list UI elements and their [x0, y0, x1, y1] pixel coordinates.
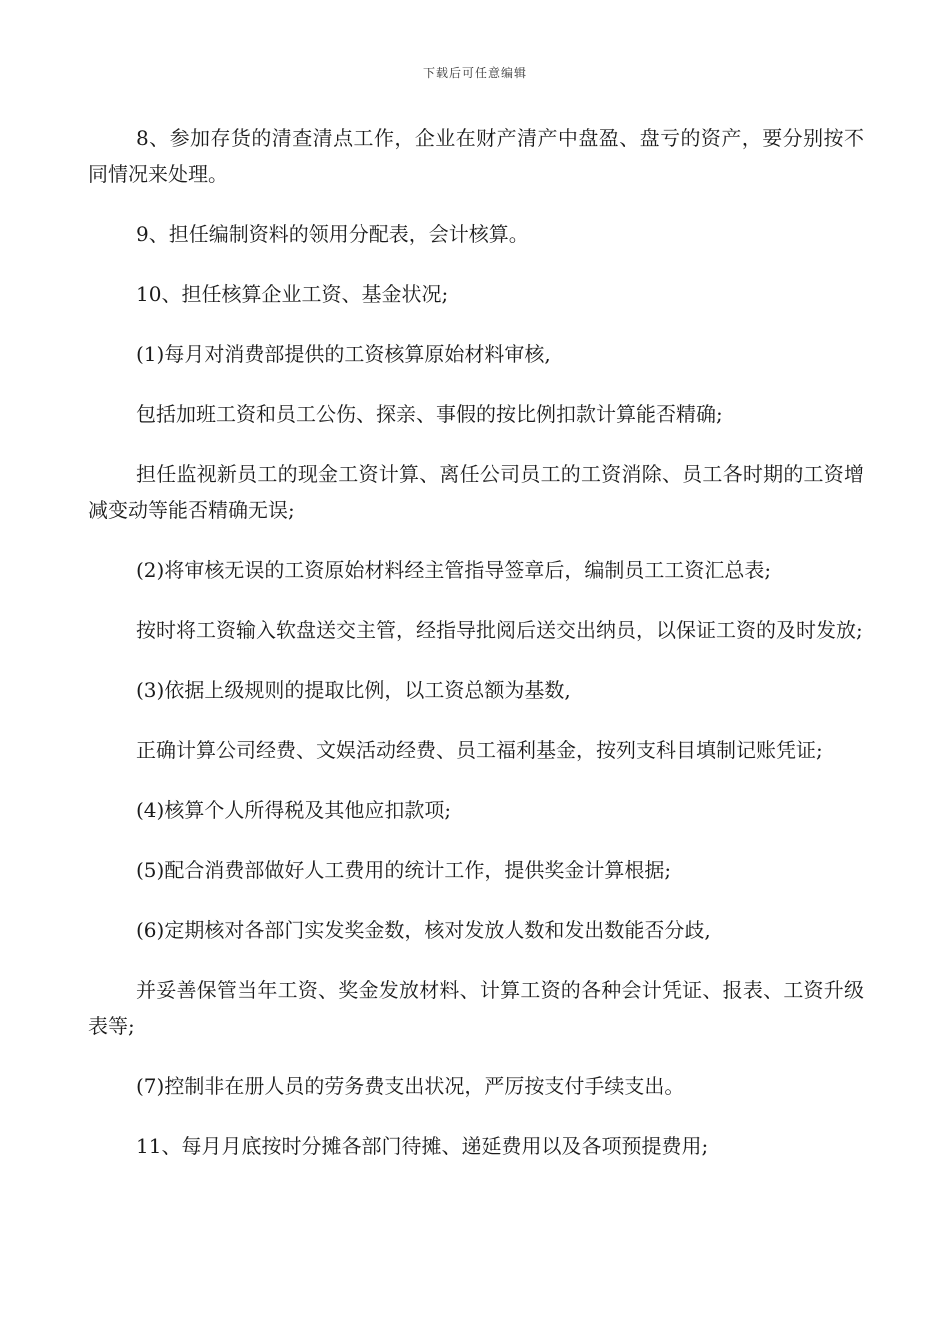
- paragraph-item-11: 11、每月月底按时分摊各部门待摊、递延费用以及各项预提费用;: [136, 1134, 709, 1158]
- paragraph-sub-5: (5)配合消费部做好人工费用的统计工作，提供奖金计算根据;: [136, 858, 672, 882]
- paragraph-sub-2: (2)将审核无误的工资原始材料经主管指导签章后，编制员工工资汇总表;: [136, 558, 772, 582]
- paragraph-sub-6: (6)定期核对各部门实发奖金数，核对发放人数和发出数能否分歧,: [136, 918, 711, 942]
- paragraph-sub-1: (1)每月对消费部提供的工资核算原始材料审核,: [136, 342, 551, 366]
- paragraph-sub-1-detail-a: 包括加班工资和员工公伤、探亲、事假的按比例扣款计算能否精确;: [136, 402, 723, 426]
- paragraph-item-9: 9、担任编制资料的领用分配表，会计核算。: [136, 222, 529, 246]
- document-body: [88, 120, 864, 1188]
- paragraph-sub-4: (4)核算个人所得税及其他应扣款项;: [136, 798, 452, 822]
- paragraph-sub-6-detail: 并妥善保管当年工资、奖金发放材料、计算工资的各种会计凭证、报表、工资升级表等;: [88, 978, 864, 1038]
- paragraph-sub-2-detail: 按时将工资输入软盘送交主管，经指导批阅后送交出纳员，以保证工资的及时发放;: [136, 618, 863, 642]
- paragraph-sub-3: (3)依据上级规则的提取比例，以工资总额为基数,: [136, 678, 571, 702]
- paragraph-item-10: 10、担任核算企业工资、基金状况;: [136, 282, 449, 306]
- page-header: 下载后可任意编辑: [422, 66, 527, 80]
- paragraph-sub-1-detail-b: 担任监视新员工的现金工资计算、离任公司员工的工资消除、员工各时期的工资增减变动等能否精确无误;: [88, 462, 864, 522]
- paragraph-sub-3-detail: 正确计算公司经费、文娱活动经费、员工福利基金，按列支科目填制记账凭证;: [136, 738, 823, 762]
- paragraph-sub-7: (7)控制非在册人员的劳务费支出状况，严厉按支付手续支出。: [136, 1074, 685, 1098]
- paragraph-item-8: 8、参加存货的清查清点工作，企业在财产清产中盘盈、盘亏的资产，要分别按不同情况来处理。: [88, 126, 864, 186]
